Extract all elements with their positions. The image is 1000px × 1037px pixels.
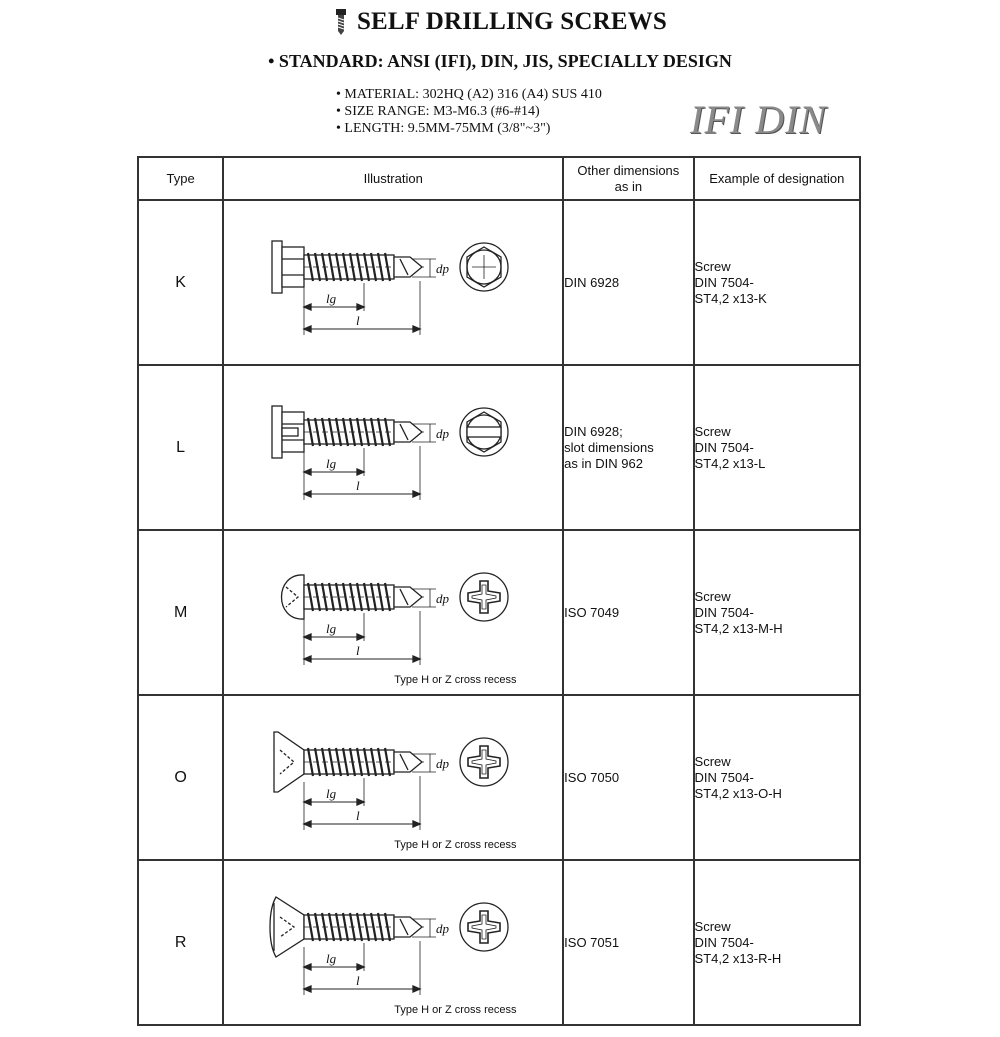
- title-row: [0, 8, 1000, 41]
- illustration-cell: [223, 530, 563, 695]
- table-row: [138, 365, 860, 530]
- screw-drawing: [224, 698, 559, 858]
- type-cell: K: [138, 200, 223, 365]
- title-text: SELF DRILLING SCREWS: [356, 8, 668, 35]
- example-designation-cell: Screw DIN 7504- ST4,2 x13-O-H: [694, 695, 860, 860]
- dp-label: dp: [436, 920, 450, 936]
- l-label: l: [356, 972, 360, 988]
- illustration-cell: [223, 695, 563, 860]
- recess-note: Type H or Z cross recess: [394, 1004, 517, 1016]
- lg-label: lg: [326, 455, 337, 471]
- dp-label: dp: [436, 755, 450, 771]
- table-row: [138, 695, 860, 860]
- lg-label: lg: [326, 785, 337, 801]
- illustration-cell: [223, 365, 563, 530]
- spec-length: • LENGTH: 9.5MM-75MM (3/8"~3"): [336, 121, 551, 136]
- table-row: [138, 860, 860, 1025]
- example-designation-cell: Screw DIN 7504- ST4,2 x13-M-H: [694, 530, 860, 695]
- illustration-cell: [223, 860, 563, 1025]
- l-label: l: [356, 642, 360, 658]
- header-example: Example of designation: [694, 157, 860, 200]
- screw-drawing: [224, 863, 559, 1023]
- standard-subtitle: • STANDARD: ANSI (IFI), DIN, JIS, SPECIALLY DESIGN: [268, 51, 732, 71]
- spec-list: [336, 86, 602, 137]
- dp-label: dp: [436, 425, 450, 441]
- example-designation-cell: Screw DIN 7504- ST4,2 x13-R-H: [694, 860, 860, 1025]
- recess-note: Type H or Z cross recess: [394, 674, 517, 686]
- l-label: l: [356, 477, 360, 493]
- table-row: [138, 200, 860, 365]
- page-title: [333, 8, 667, 36]
- example-designation-cell: Screw DIN 7504- ST4,2 x13-K: [694, 200, 860, 365]
- dp-label: dp: [436, 590, 450, 606]
- other-dimensions-cell: ISO 7049: [563, 530, 693, 695]
- table-row: [138, 530, 860, 695]
- other-dimensions-cell: ISO 7051: [563, 860, 693, 1025]
- header-other-dimensions: Other dimensions as in: [563, 157, 693, 200]
- header-type: Type: [138, 157, 223, 200]
- lg-label: lg: [326, 950, 337, 966]
- lg-label: lg: [326, 290, 337, 306]
- screw-drawing: [224, 368, 559, 528]
- other-dimensions-cell: DIN 6928; slot dimensions as in DIN 962: [563, 365, 693, 530]
- l-label: l: [356, 807, 360, 823]
- other-dimensions-cell: DIN 6928: [563, 200, 693, 365]
- other-dimensions-cell: ISO 7050: [563, 695, 693, 860]
- lg-label: lg: [326, 620, 337, 636]
- type-cell: R: [138, 860, 223, 1025]
- type-cell: M: [138, 530, 223, 695]
- screw-type-table: [137, 156, 861, 1026]
- screw-drawing: [224, 203, 559, 363]
- screw-drawing: [224, 533, 559, 693]
- header-illustration: Illustration: [223, 157, 563, 200]
- ifi-din-logo: IFI DIN: [690, 97, 827, 142]
- screw-icon: [333, 8, 349, 36]
- type-cell: O: [138, 695, 223, 860]
- spec-size-range: • SIZE RANGE: M3-M6.3 (#6-#14): [336, 104, 540, 119]
- recess-note: Type H or Z cross recess: [394, 839, 517, 851]
- dp-label: dp: [436, 260, 450, 276]
- example-designation-cell: Screw DIN 7504- ST4,2 x13-L: [694, 365, 860, 530]
- illustration-cell: [223, 200, 563, 365]
- l-label: l: [356, 312, 360, 328]
- spec-material: • MATERIAL: 302HQ (A2) 316 (A4) SUS 410: [336, 87, 602, 102]
- table-header-row: [138, 157, 860, 200]
- type-cell: L: [138, 365, 223, 530]
